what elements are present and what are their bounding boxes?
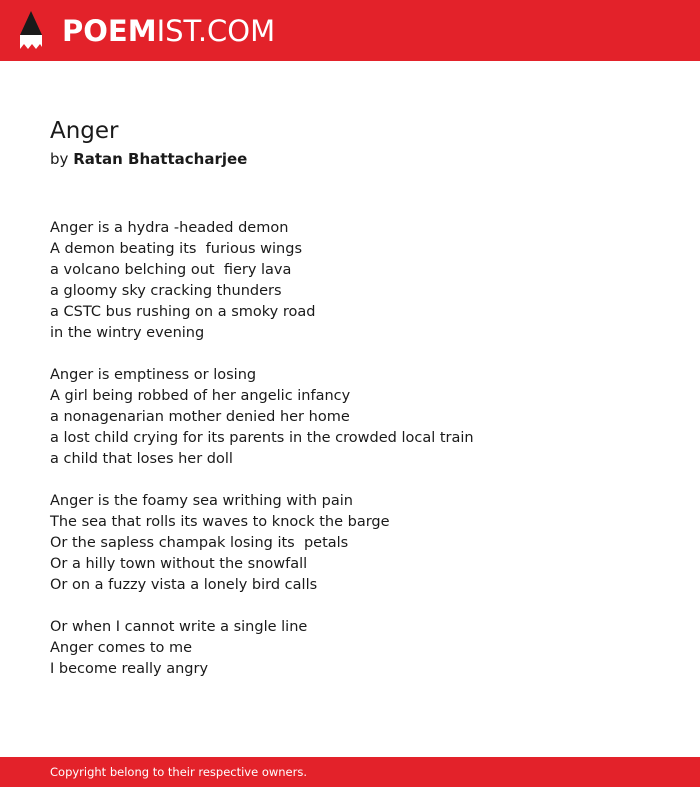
poem-line: A demon beating its furious wings xyxy=(50,241,303,257)
stanza xyxy=(50,617,670,680)
poem-line: A girl being robbed of her angelic infancy xyxy=(50,388,351,404)
poem-line: a volcano belching out fiery lava xyxy=(50,262,292,278)
poem-line: Anger is emptiness or losing xyxy=(50,367,257,383)
logo-bold-text: POEM xyxy=(62,14,157,48)
poem-line: a lost child crying for its parents in the crowded local train xyxy=(50,430,474,446)
poem-line: Anger is the foamy sea writhing with pain xyxy=(50,493,353,509)
poem-line: a CSTC bus rushing on a smoky road xyxy=(50,304,316,320)
copyright-text: Copyright belong to their respective owners. xyxy=(50,765,308,779)
poem-line: a child that loses her doll xyxy=(50,451,233,467)
poem-title: Anger xyxy=(50,118,119,144)
poem-line: a nonagenarian mother denied her home xyxy=(50,409,350,425)
poem-line: I become really angry xyxy=(50,661,209,677)
poem-line: a gloomy sky cracking thunders xyxy=(50,283,282,299)
poem-body xyxy=(50,218,670,701)
site-header xyxy=(0,0,700,61)
author-name: Ratan Bhattacharjee xyxy=(73,150,248,168)
poem-line: in the wintry evening xyxy=(50,325,205,341)
stanza xyxy=(50,365,670,470)
poem-line: Or on a fuzzy vista a lonely bird calls xyxy=(50,577,318,593)
site-logo[interactable] xyxy=(62,13,275,49)
logo-light-text: IST.COM xyxy=(156,14,276,48)
pencil-tip-icon[interactable] xyxy=(19,10,43,50)
byline xyxy=(50,148,247,170)
poem-line: Or the sapless champak losing its petals xyxy=(50,535,349,551)
by-label: by xyxy=(50,150,69,168)
poem-line: Or a hilly town without the snowfall xyxy=(50,556,308,572)
stanza xyxy=(50,491,670,596)
site-footer xyxy=(0,757,700,787)
poem-line: Or when I cannot write a single line xyxy=(50,619,308,635)
stanza xyxy=(50,218,670,344)
poem-line: Anger comes to me xyxy=(50,640,193,656)
poem-line: Anger is a hydra -headed demon xyxy=(50,220,289,236)
poem-line: The sea that rolls its waves to knock the barge xyxy=(50,514,390,530)
